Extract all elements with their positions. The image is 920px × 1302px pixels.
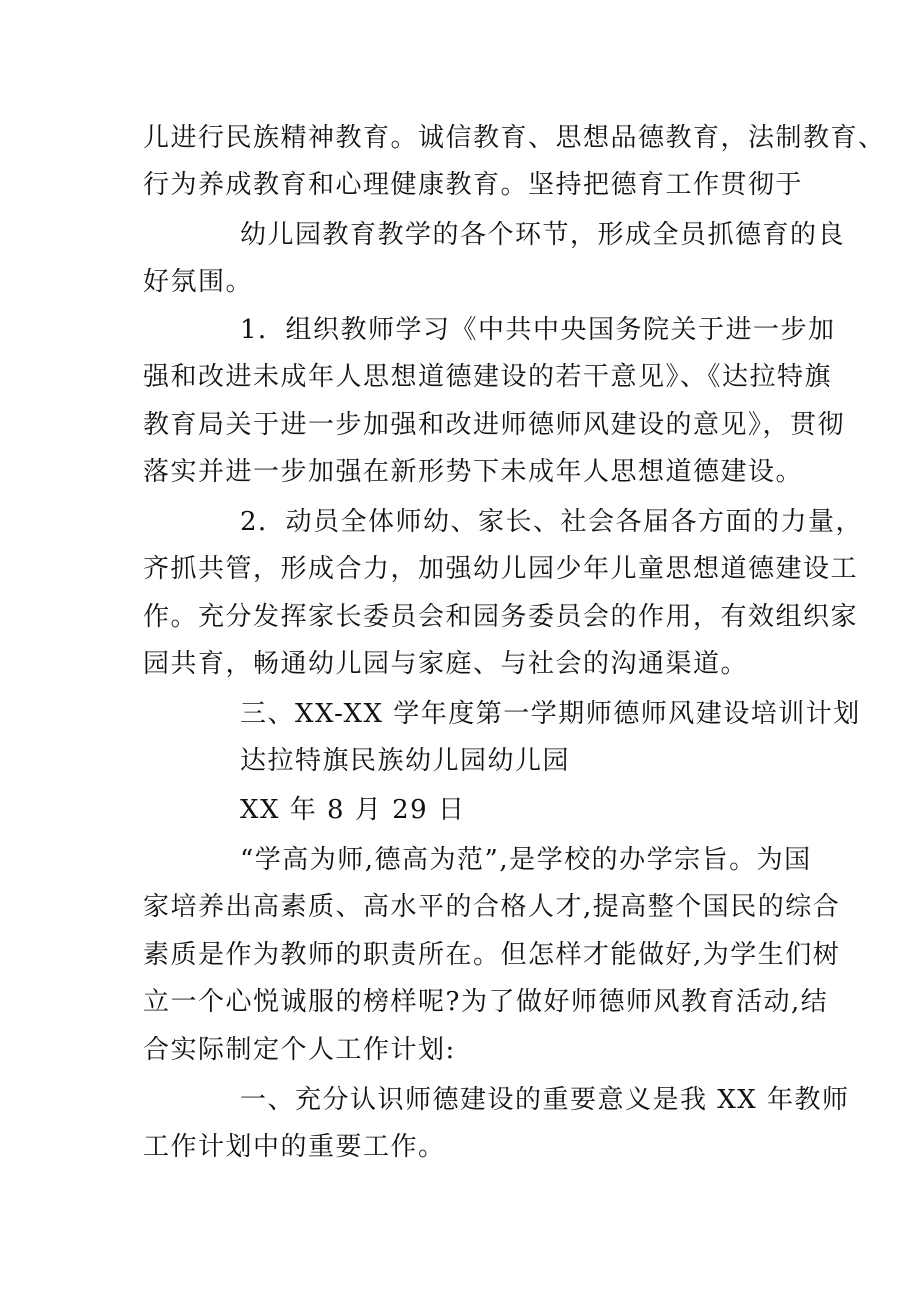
- text-line: 齐抓共管，形成合力，加强幼儿园少年儿童思想道德建设工: [143, 554, 859, 584]
- text-line: 儿进行民族精神教育。诚信教育、思想品德教育，法制教育、: [143, 123, 886, 153]
- text-line: 1．组织教师学习《中共中央国务院关于进一步加: [240, 315, 836, 345]
- text-line: 素质是作为教师的职责所在。但怎样才能做好,为学生们树: [143, 940, 841, 970]
- text-line: 工作计划中的重要工作。: [143, 1132, 446, 1162]
- text-line: 幼儿园教育教学的各个环节，形成全员抓德育的良: [240, 220, 846, 250]
- text-line: 作。充分发挥家长委员会和园务委员会的作用，有效组织家: [143, 602, 859, 632]
- document-date: XX 年 8 月 29 日: [240, 795, 466, 825]
- text-line: “学高为师,德高为范”,是学校的办学宗旨。为国: [240, 845, 812, 875]
- text-line: 强和改进未成年人思想道德建设的若干意见》、《达拉特旗: [143, 362, 833, 392]
- text-line: 落实并进一步加强在新形势下未成年人思想道德建设。: [143, 457, 804, 487]
- section-heading: 三、XX-XX 学年度第一学期师德师风建设培训计划: [240, 699, 861, 729]
- text-line: 好氛围。: [143, 267, 254, 297]
- text-line: 2．动员全体师幼、家长、社会各届各方面的力量，: [240, 507, 864, 537]
- organization-name: 达拉特旗民族幼儿园幼儿园: [240, 746, 571, 776]
- text-line: 行为养成教育和心理健康教育。坚持把德育工作贯彻于: [143, 170, 804, 200]
- text-line: 园共育，畅通幼儿园与家庭、与社会的沟通渠道。: [143, 649, 749, 679]
- text-line: 立一个心悦诚服的榜样呢?为了做好师德师风教育活动,结: [143, 987, 829, 1017]
- text-line: 教育局关于进一步加强和改进师德师风建设的意见》，贯彻: [143, 410, 846, 440]
- text-line: 家培养出高素质、高水平的合格人才,提高整个国民的综合: [143, 892, 841, 922]
- text-line: 合实际制定个人工作计划:: [143, 1035, 456, 1065]
- text-line: 一、充分认识师德建设的重要意义是我 XX 年教师: [240, 1085, 850, 1115]
